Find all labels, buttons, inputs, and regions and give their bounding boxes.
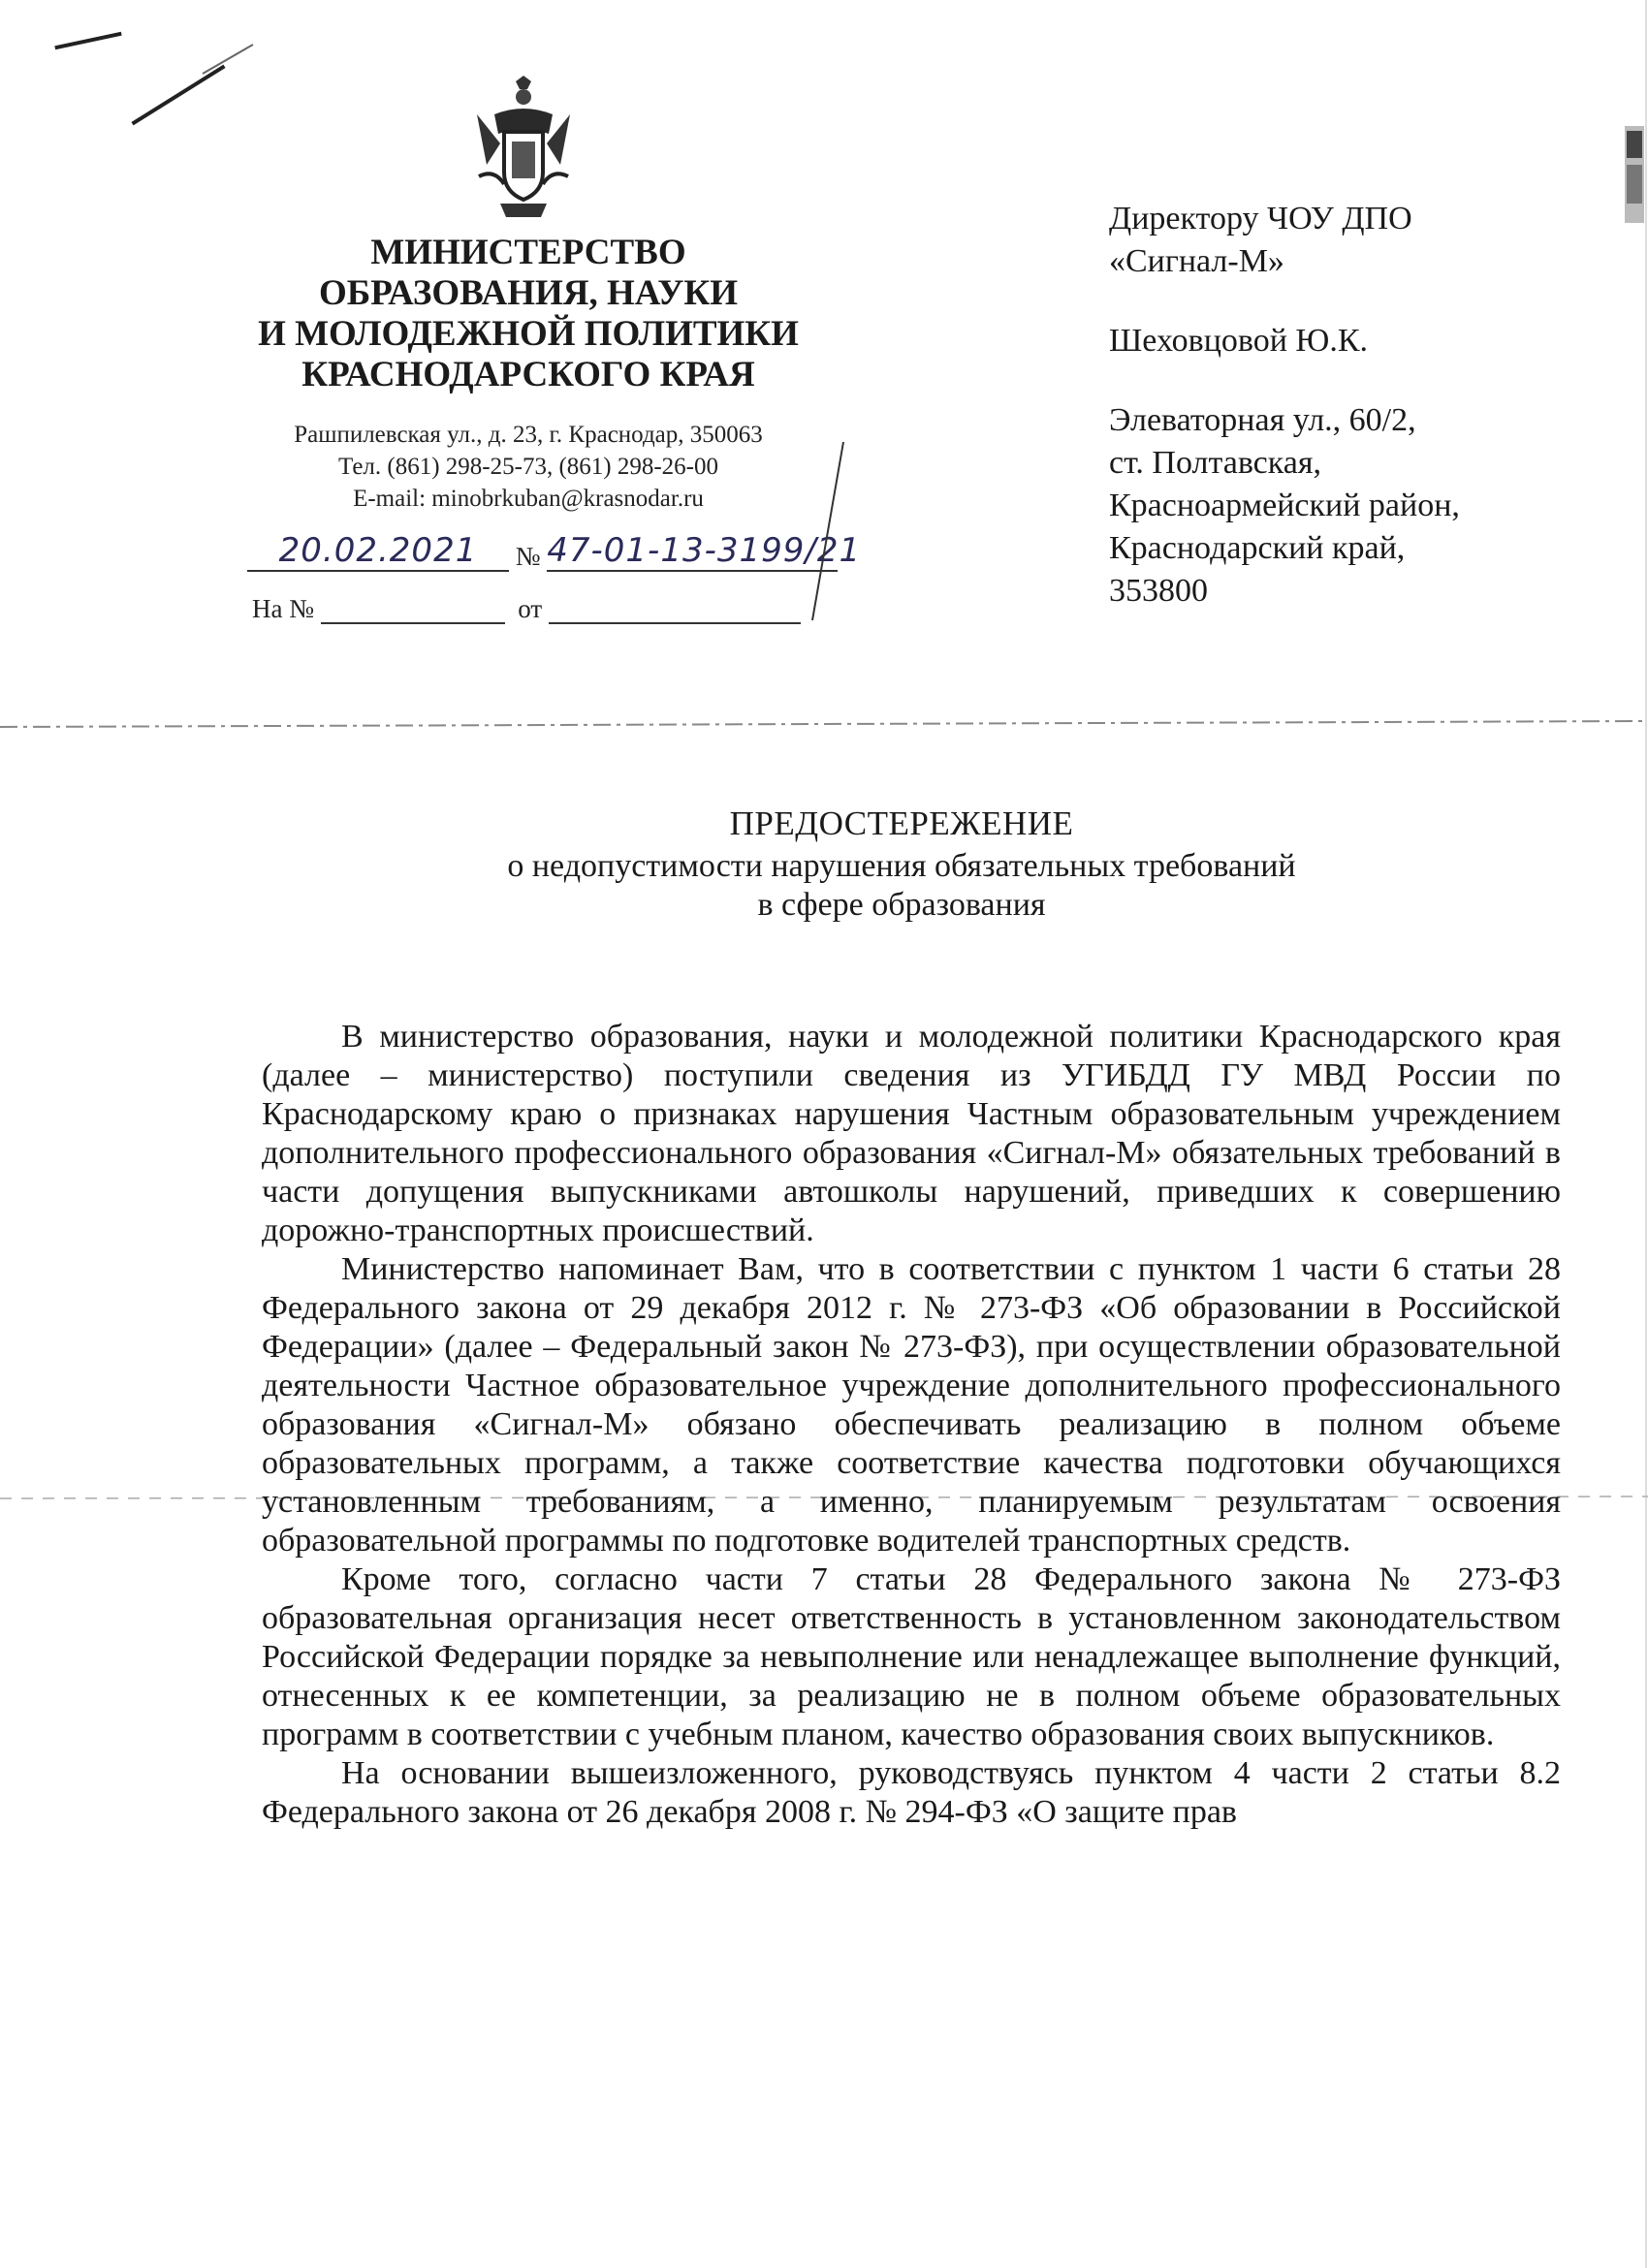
title-subtitle: в сфере образования — [757, 887, 1046, 923]
addressee-position: Директору ЧОУ ДПО — [1109, 201, 1412, 236]
registration-date: 20.02.2021 — [247, 531, 509, 572]
ministry-phone: Тел. (861) 298-25-73, (861) 298-26-00 — [338, 454, 718, 480]
scan-fold-line — [0, 719, 1648, 731]
scan-streak — [131, 65, 225, 126]
body-paragraph: В министерство образования, науки и молодежной политики Краснодарского края (далее – министерство) поступили сведения из УГИБДД ГУ МВД России по Краснодарскому краю о признаках нарушения Частным образовательным учреждением дополнительного профессионального образования «Сигнал-М» обязательных требований в части допущения выпускниками автошколы нарушений, приведших к совершению дорожно-транспортных происшествий. — [262, 1019, 1561, 1248]
registration-number: 47-01-13-3199/21 — [547, 531, 862, 570]
scan-streak — [203, 44, 254, 75]
ministry-name-line: ОБРАЗОВАНИЯ, НАУКИ — [318, 273, 739, 313]
ministry-name — [213, 233, 843, 395]
body-paragraph: Кроме того, согласно части 7 статьи 28 Федерального закона № 273-ФЗ образовательная организация несет ответственность в установленном законодательством Российской Федерации порядке за невыполнение или ненадлежащее выполнение функций, отнесенных к ее компетенции, за реализацию не в полном объеме образовательных программ в соответствии с учебным планом, качество образования своих выпускников. — [262, 1561, 1561, 1752]
registration-line — [247, 531, 862, 572]
ref-number-blank — [321, 593, 505, 624]
ministry-email: E-mail: minobrkuban@krasnodar.ru — [353, 486, 704, 512]
document-body — [262, 1018, 1561, 1832]
addressee-name: Шеховцовой Ю.К. — [1109, 323, 1369, 359]
scan-streak — [54, 32, 121, 49]
addressee-postcode: 353800 — [1109, 573, 1208, 609]
ministry-name-line: МИНИСТЕРСТВО — [370, 233, 686, 272]
addressee-address-line: Элеваторная ул., 60/2, — [1109, 402, 1416, 438]
number-label: № — [515, 542, 541, 571]
reference-line — [252, 593, 801, 624]
ministry-address: Рашпилевская ул., д. 23, г. Краснодар, 350063 — [294, 422, 763, 448]
addressee-organization: «Сигнал-М» — [1109, 243, 1284, 279]
ref-from-label: от — [518, 594, 543, 623]
addressee-block — [1109, 198, 1632, 613]
handwritten-stroke — [803, 436, 851, 630]
ministry-name-line: И МОЛОДЕЖНОЙ ПОЛИТИКИ — [258, 314, 799, 354]
document-title — [291, 804, 1512, 925]
coat-of-arms-emblem — [465, 76, 582, 221]
ministry-name-line: КРАСНОДАРСКОГО КРАЯ — [301, 355, 755, 394]
ministry-contacts — [213, 419, 843, 515]
title-main: ПРЕДОСТЕРЕЖЕНИЕ — [729, 804, 1074, 842]
body-paragraph: На основании вышеизложенного, руководствуясь пунктом 4 части 2 статьи 8.2 Федерального закона от 26 декабря 2008 г. № 294-ФЗ «О защите прав — [262, 1755, 1561, 1830]
body-paragraph: Министерство напоминает Вам, что в соответствии с пунктом 1 части 6 статьи 28 Федерального закона от 29 декабря 2012 г. № 273-ФЗ «Об образовании в Российской Федерации» (далее – Федеральный закон № 273-ФЗ), при осуществлении образовательной деятельности Частное образовательное учреждение дополнительного профессионального образования «Сигнал-М» обязано обеспечивать реализацию в полном объеме образовательных программ, а также соответствие качества подготовки обучающихся установленным требованиям, а именно, планируемым результатам освоения образовательной программы по подготовке водителей транспортных средств. — [262, 1251, 1561, 1559]
addressee-address-line: Красноармейский район, — [1109, 488, 1460, 523]
addressee-address-line: Краснодарский край, — [1109, 530, 1406, 566]
ref-number-label: На № — [252, 594, 314, 623]
addressee-address-line: ст. Полтавская, — [1109, 445, 1322, 481]
ref-date-blank — [549, 593, 801, 624]
title-subtitle: о недопустимости нарушения обязательных требований — [507, 848, 1296, 884]
